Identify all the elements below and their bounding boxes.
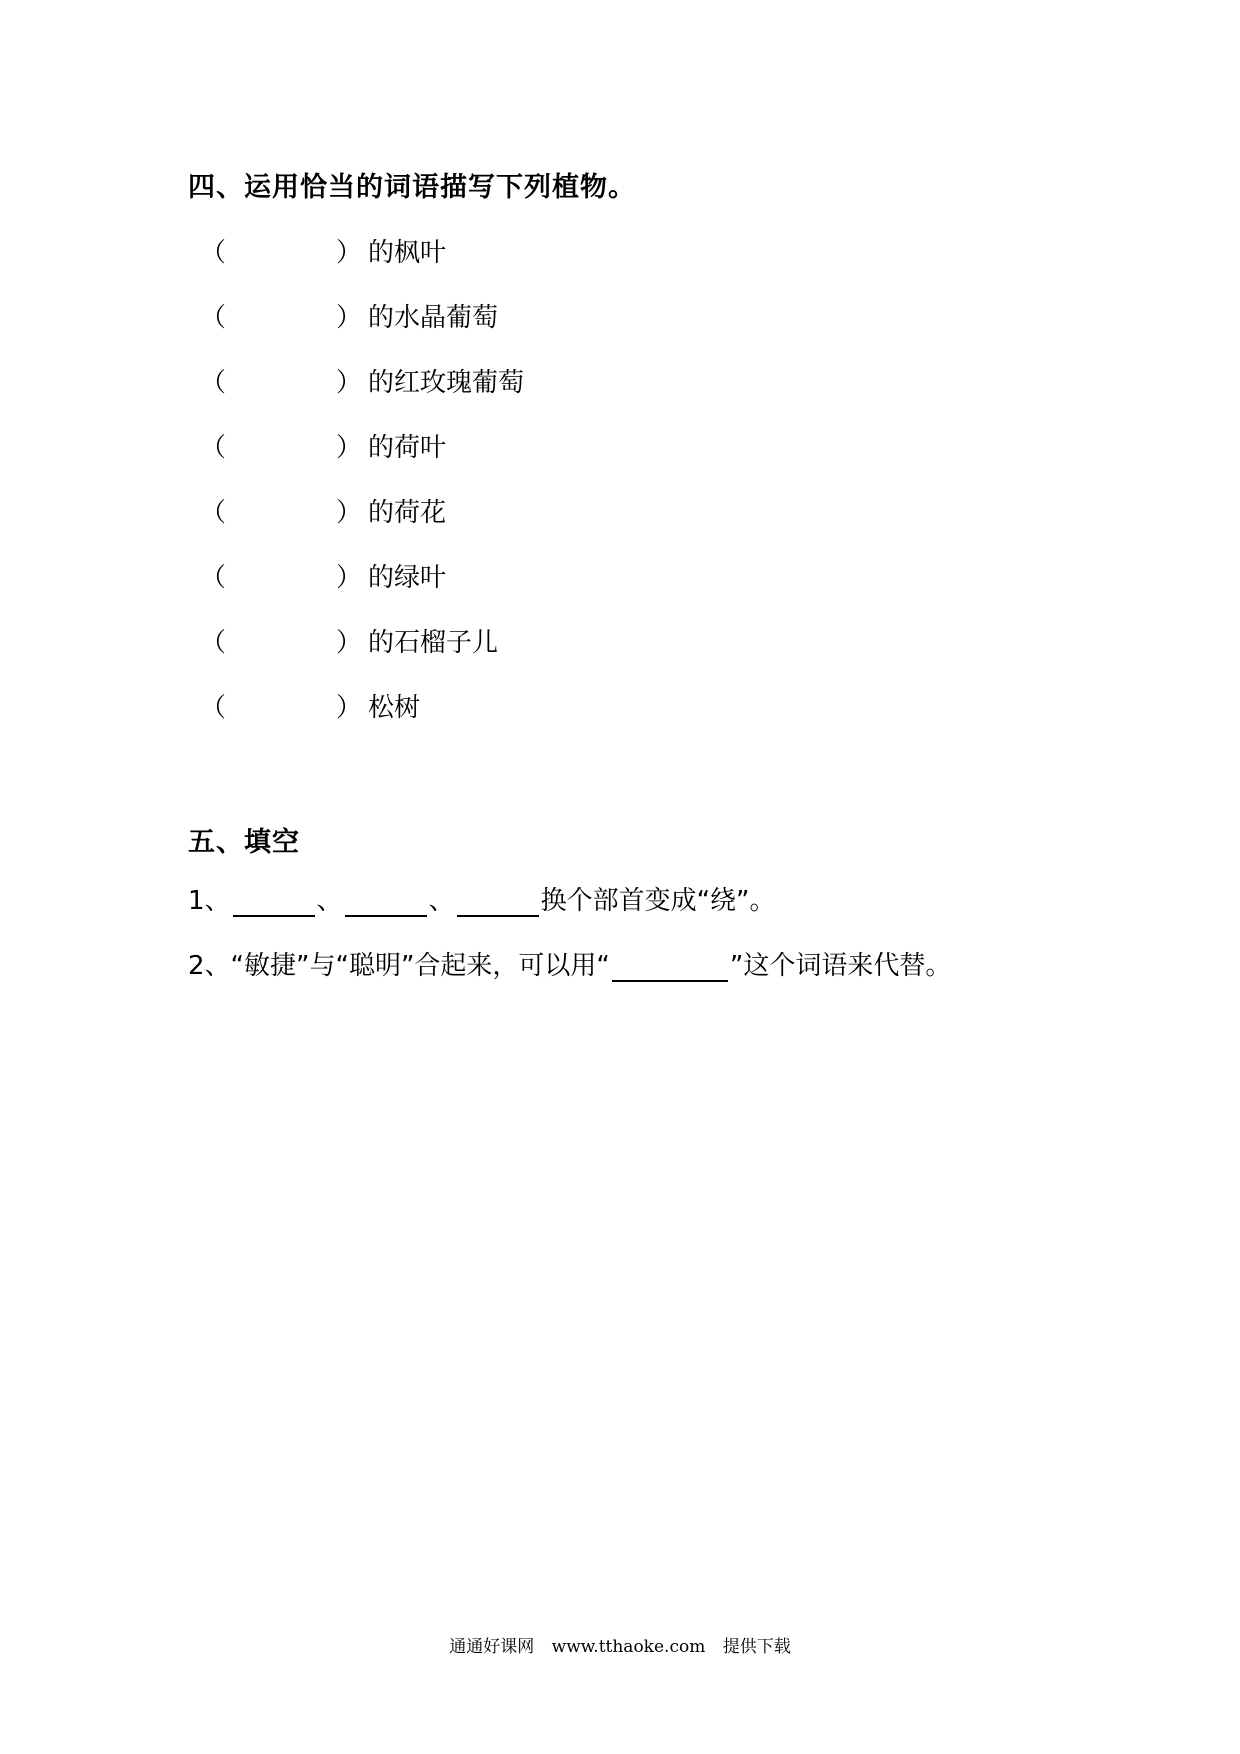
question-2-text-after: ”这个词语来代替。 [729,951,952,981]
open-paren: （ [200,303,227,333]
fill-blank-1[interactable] [233,887,315,917]
separator: 、 [316,886,343,916]
plant-label: 的红玫瑰葡萄 [368,368,525,398]
footer-site-name: 通通好课网 [449,1637,535,1657]
plant-label: 的枫叶 [368,238,447,268]
close-paren: ） [336,693,363,723]
plant-label: 的荷叶 [368,433,447,463]
close-paren: ） [336,628,363,658]
fill-blank-3[interactable] [457,887,539,917]
plant-label: 的石榴子儿 [368,628,499,658]
fill-blank-2[interactable] [345,887,427,917]
list-item [200,297,524,362]
close-paren: ） [336,303,363,333]
close-paren: ） [336,498,363,528]
open-paren: （ [200,238,227,268]
list-item [200,492,524,557]
close-paren: ） [336,433,363,463]
list-item [200,362,524,427]
plant-label: 松树 [368,693,421,723]
section-4-heading: 四、运用恰当的词语描写下列植物。 [188,172,636,203]
list-item [200,622,524,687]
list-item [200,557,524,622]
list-item [200,427,524,492]
plant-label: 的荷花 [368,498,447,528]
open-paren: （ [200,628,227,658]
section-5-heading: 五、填空 [188,827,300,858]
open-paren: （ [200,693,227,723]
close-paren: ） [336,238,363,268]
open-paren: （ [200,368,227,398]
footer-note: 提供下载 [722,1637,791,1657]
plant-list [200,232,524,752]
plant-label: 的绿叶 [368,563,447,593]
question-1 [188,880,776,917]
open-paren: （ [200,433,227,463]
footer-url[interactable]: www.tthaoke.com [551,1637,706,1657]
open-paren: （ [200,563,227,593]
question-1-text: 换个部首变成“绕”。 [540,886,776,916]
page-footer [0,1632,1240,1657]
separator: 、 [428,886,455,916]
open-paren: （ [200,498,227,528]
question-1-number: 1、 [188,886,231,916]
close-paren: ） [336,368,363,398]
list-item [200,232,524,297]
fill-blank-4[interactable] [612,952,728,982]
question-2 [188,945,951,982]
plant-label: 的水晶葡萄 [368,303,499,333]
close-paren: ） [336,563,363,593]
question-2-text-before: 2、“敏捷”与“聪明”合起来，可以用“ [188,951,610,981]
list-item [200,687,524,752]
